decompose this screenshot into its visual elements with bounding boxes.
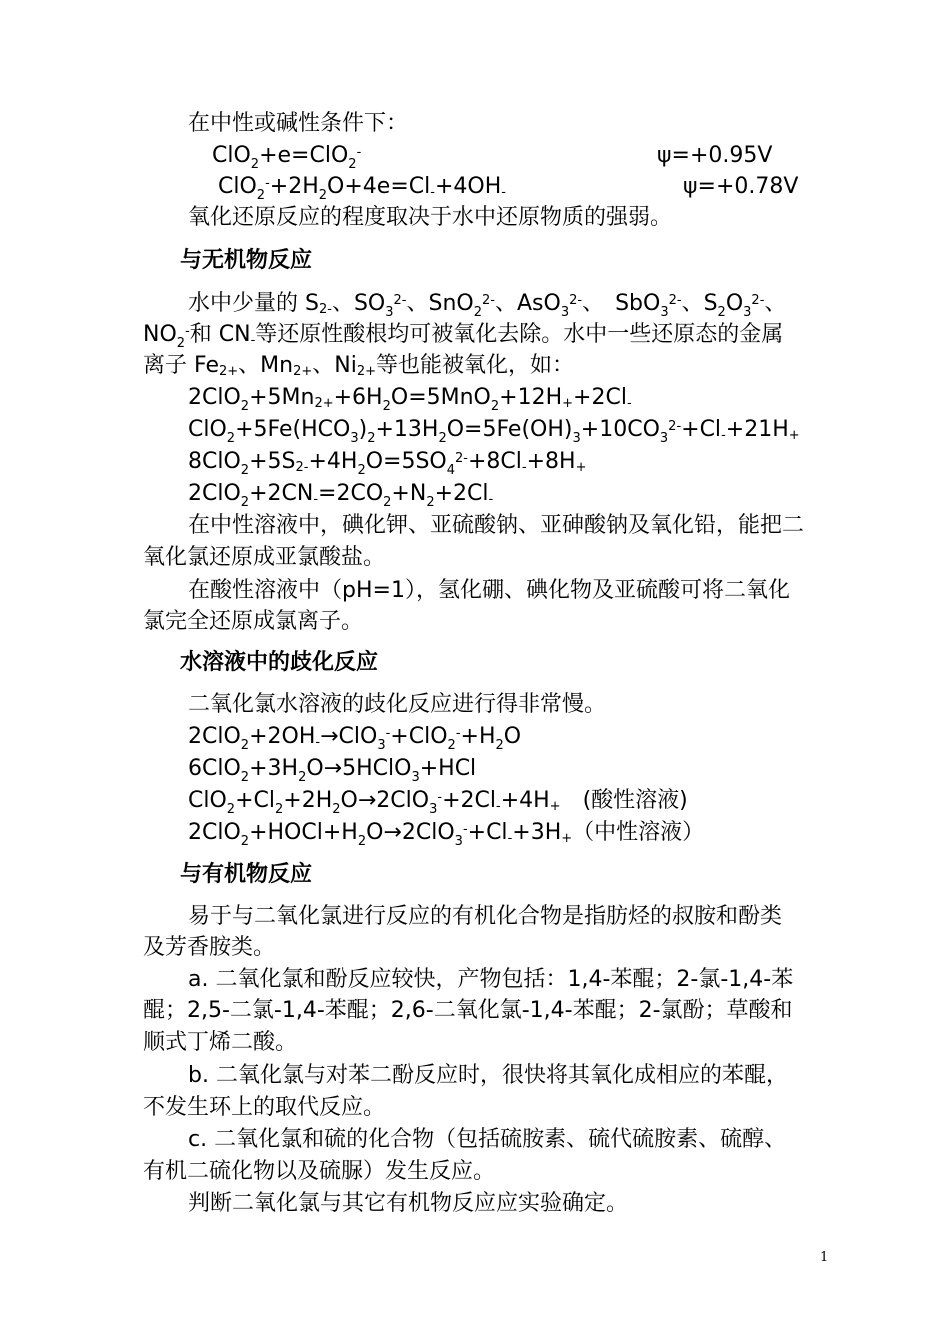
text-line: 及芳香胺类。 bbox=[143, 935, 276, 960]
equation-line: $ClO_2^-+2H_2O+4e=Cl-+4OH-$ bbox=[218, 174, 506, 203]
text-line: 水中少量的 S2-、$SO_3^{2-}$、SnO$_2^{2-}$、AsO$_3^{2-}$、 SbO$_3^{2-}$、$S_2O_3^{2-}$、 bbox=[188, 291, 787, 320]
text-line: 有机二硫化物以及硫脲）发生反应。 bbox=[143, 1159, 496, 1184]
equation-line: $6ClO_2+3H_2O\to 5HClO_3+HCl$ bbox=[188, 756, 477, 785]
text-line: 在中性溶液中，碘化钾、亚硫酸钠、亚砷酸钠及氧化铅，能把二 bbox=[188, 513, 805, 538]
potential-value: ψ=+0.95V bbox=[657, 143, 773, 168]
text-line: 易于与二氧化氯进行反应的有机化合物是指肪烃的叔胺和酚类 bbox=[188, 904, 783, 929]
text-line: 醌；2,5-二氯-1,4-苯醌；2,6-二氧化氯-1,4-苯醌；2-氯酚；草酸和 bbox=[143, 998, 793, 1023]
text-line: c. 二氧化氯和硫的化合物（包括硫胺素、硫代硫胺素、硫醇、 bbox=[188, 1127, 787, 1152]
equation-line: $2ClO_2+HOCl+H_2O\to 2ClO_3^-+Cl-+3H+$（中性溶液） bbox=[188, 820, 705, 849]
text-line: 在酸性溶液中（pH=1），氢化硼、碘化物及亚硫酸可将二氧化 bbox=[188, 578, 790, 603]
equation-line: $ClO_2+Cl_2+2H_2O\to 2ClO_3^-+2Cl-+4H+$ (酸性溶液) bbox=[188, 788, 688, 817]
text-line: 离子 Fe2+、Mn2+、Ni2+等也能被氧化，如： bbox=[143, 353, 575, 379]
equation-line: $2ClO_2+2CN-=2CO_2+N_2+2Cl-$ bbox=[188, 481, 494, 510]
equation-line: ClO$_2$+e=ClO$_2$- bbox=[212, 143, 362, 172]
equation-line: $2ClO_2+2OH-\to ClO_3^-+ClO_2^-+H_2O$ bbox=[188, 724, 522, 753]
section-heading: 水溶液中的歧化反应 bbox=[180, 650, 379, 675]
page-number: 1 bbox=[820, 1250, 829, 1265]
section-heading: 与无机物反应 bbox=[180, 248, 313, 273]
text-line: b. 二氧化氯与对苯二酚反应时，很快将其氧化成相应的苯醌， bbox=[188, 1063, 788, 1088]
text-line: 顺式丁烯二酸。 bbox=[143, 1030, 298, 1055]
text-line: 判断二氧化氯与其它有机物反应应实验确定。 bbox=[188, 1191, 629, 1216]
equation-line: $8ClO_2+5S2-+4H_2O=5SO_4^{2-}+8Cl-+8H+$ bbox=[188, 449, 587, 478]
text-line: 不发生环上的取代反应。 bbox=[143, 1095, 386, 1120]
text-line: a. 二氧化氯和酚反应较快，产物包括：1,4-苯醌；2-氯-1,4-苯 bbox=[188, 967, 794, 992]
text-line: 二氧化氯水溶液的歧化反应进行得非常慢。 bbox=[188, 692, 607, 717]
text-line: 氧化还原反应的程度取决于水中还原物质的强弱。 bbox=[188, 205, 673, 230]
text-line: $NO_2^-$和 CN-等还原性酸根均可被氧化去除。水中一些还原态的金属 bbox=[143, 322, 784, 351]
text-line: 氯完全还原成氯离子。 bbox=[143, 609, 364, 634]
equation-line: $2ClO_2+5Mn2++6H_2O=5MnO_2+12H++2Cl-$ bbox=[188, 385, 632, 414]
equation-line: $ClO_2+5Fe(HCO_3)_2+13H_2O=5Fe(OH)_3+10CO_3^{2-}+Cl-+21H+$ bbox=[188, 417, 800, 446]
text-line: 氧化氯还原成亚氯酸盐。 bbox=[143, 545, 386, 570]
text-line: 在中性或碱性条件下： bbox=[188, 111, 409, 136]
potential-value: ψ=+0.78V bbox=[683, 174, 799, 199]
section-heading: 与有机物反应 bbox=[180, 862, 313, 887]
